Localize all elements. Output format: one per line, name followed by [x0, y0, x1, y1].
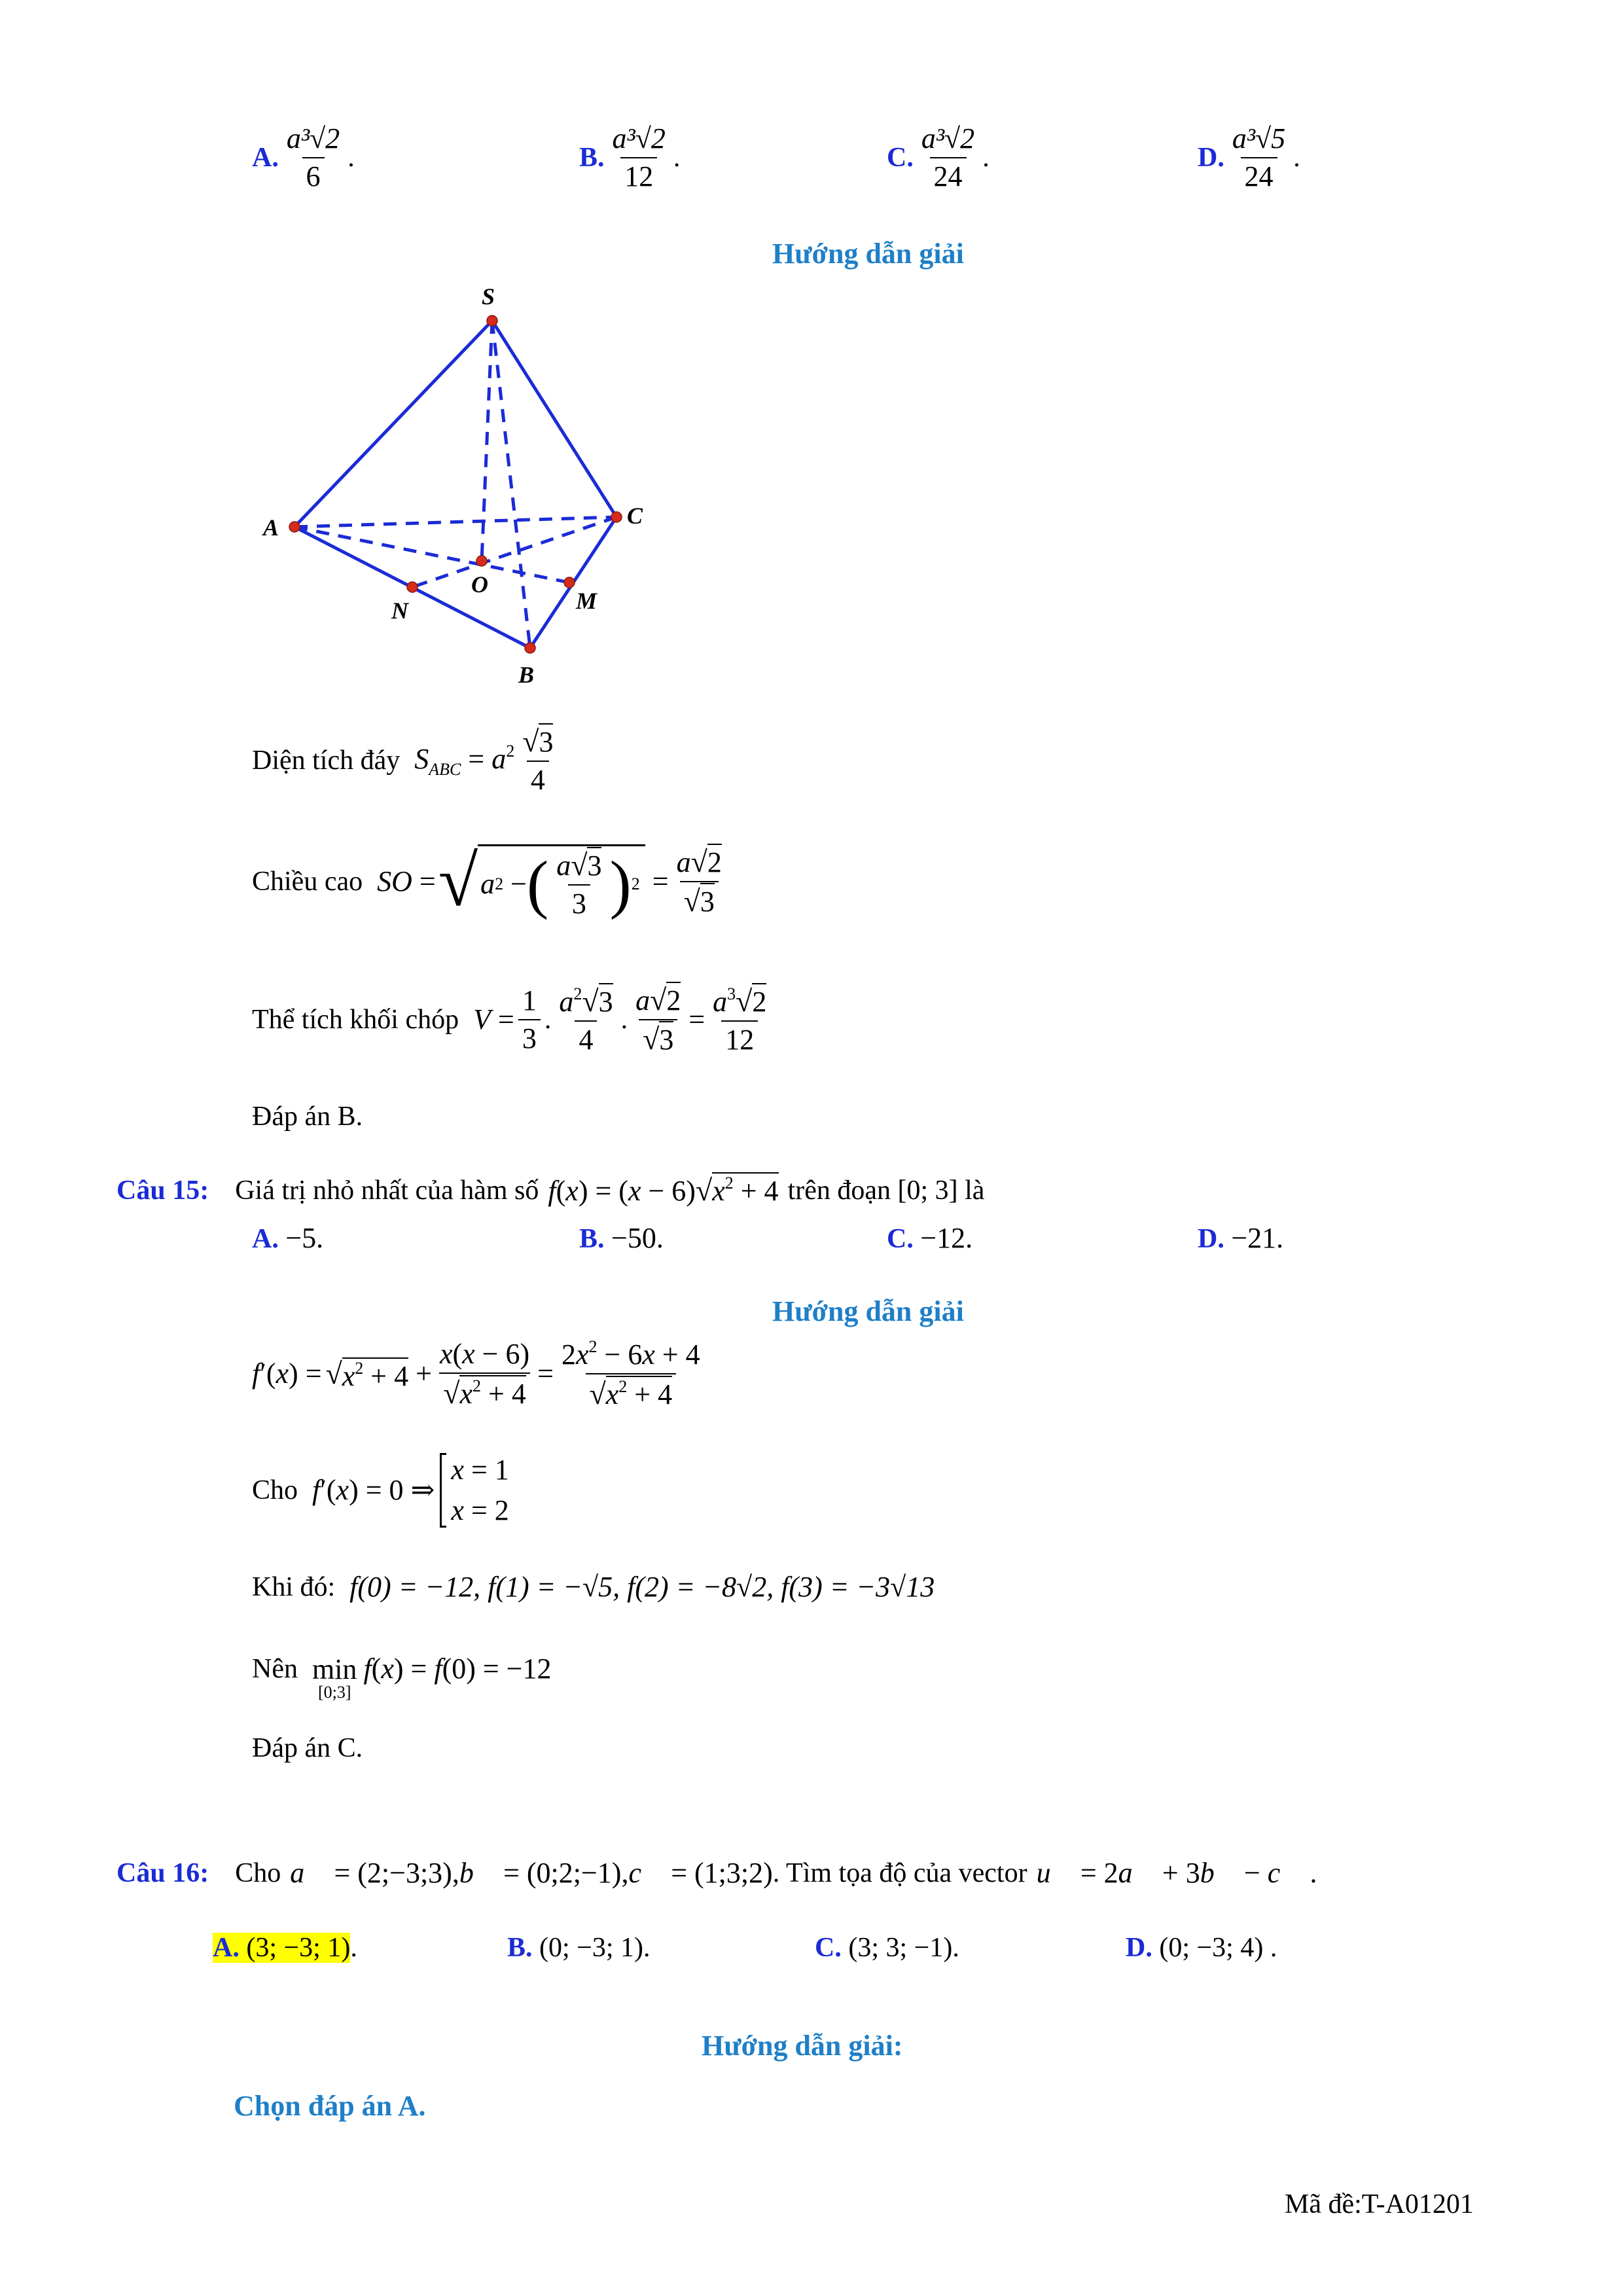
option-letter: A. — [213, 1933, 240, 1963]
option-value: −50. — [611, 1222, 664, 1254]
label-s: S — [482, 283, 495, 310]
option-numerator: a³√5 — [1232, 122, 1286, 154]
q15-option-d — [1198, 1224, 1283, 1253]
q15-derivative: f ′( x ) = √ $x^2 + 4$ + $\frac{x(x - 6)}{√x^2 + 4}$ = $\frac{2x^2 - 6x + 4}{√x^2 + 4}$ — [252, 1337, 700, 1410]
option-letter: D. — [1198, 1224, 1224, 1254]
q15-option-c — [887, 1224, 972, 1253]
option-letter: B. — [579, 1224, 605, 1254]
q16-question: Câu 16: Cho a⃗ = (2;−3;3),b⃗ = (0;2;−1),c⃗ = (1;3;2) . Tìm tọa độ của vector u⃗ = 2a⃗ + 3b⃗ − c⃗ . — [116, 1857, 1317, 1889]
option-letter: B. — [579, 143, 605, 173]
edge-ac — [294, 517, 616, 527]
edge-sa — [294, 321, 492, 527]
q14-guide-heading: Hướng dẫn giải — [772, 238, 964, 270]
volume-label: Thể tích khối chóp — [252, 1005, 459, 1035]
option-value: −21. — [1231, 1222, 1284, 1254]
option-letter: B. — [507, 1933, 533, 1963]
option-suffix: . — [350, 1933, 357, 1963]
q15-guide-heading: Hướng dẫn giải — [772, 1295, 964, 1327]
option-value: −5. — [285, 1222, 324, 1254]
option-numerator: a³√2 — [921, 122, 975, 154]
q15-question-pre: Giá trị nhỏ nhất của hàm số — [235, 1175, 539, 1206]
q16-option-b — [507, 1934, 651, 1962]
point-a — [289, 522, 300, 532]
q14-option-a: A. $\frac{\text{a³√2}}{6}$ . — [252, 122, 355, 192]
option-value: (0; −3; 4) . — [1159, 1933, 1277, 1963]
option-denominator: 24 — [1241, 157, 1277, 191]
option-letter: C. — [815, 1933, 842, 1963]
q15-question: Câu 15: Giá trị nhỏ nhất của hàm số $f(x) = (x - 6)√x^2 + 4$ trên đoạn [0; 3] là — [116, 1174, 985, 1207]
q15-minimum: Nên min [0;3] f(x) = f(0) = −12 — [252, 1653, 552, 1702]
q15-answer: Đáp án C. — [252, 1733, 363, 1763]
height-label: Chiều cao — [252, 866, 363, 897]
q16-tim: . Tìm tọa độ của vector — [772, 1858, 1027, 1888]
label-c: C — [627, 503, 643, 529]
q15-option-b — [579, 1224, 664, 1253]
option-letter: D. — [1126, 1933, 1152, 1963]
q16-option-c — [815, 1934, 959, 1962]
height-line: Chiều cao SO = √ a 2 − ( $\frac{a√3}{3}$ ) 2 = $\frac{a√2}{√3}$ — [252, 841, 722, 921]
q15-label: Câu 15: — [116, 1175, 209, 1206]
q16-cho: Cho — [235, 1858, 281, 1888]
option-value: −12. — [920, 1222, 973, 1254]
volume-line: Thể tích khối chóp V = $\frac{1}{3}$ . $\frac{a^2√3}{4}$ . $\frac{a√2}{√3}$ = $\frac{a^3√2}{12}$ — [252, 983, 767, 1056]
option-value: (3; −3; 1) — [246, 1933, 351, 1963]
point-m — [564, 577, 575, 588]
q14-answer: Đáp án B. — [252, 1102, 363, 1132]
option-letter: A. — [252, 143, 279, 173]
q16-answer: Chọn đáp án A. — [234, 2090, 426, 2122]
option-denominator: 12 — [620, 157, 657, 191]
q15-values — [252, 1573, 935, 1602]
q16-option-a — [213, 1934, 357, 1962]
q14-option-c: C. $\frac{\text{a³√2}}{24}$ . — [887, 122, 990, 192]
q15-question-post: trên đoạn [0; 3] là — [787, 1175, 985, 1206]
exam-code-footer: Mã đề:T-A01201 — [1285, 2189, 1474, 2219]
option-denominator: 6 — [302, 157, 325, 191]
q16-guide-heading: Hướng dẫn giải: — [702, 2030, 903, 2062]
label-n: N — [391, 598, 408, 624]
q16-option-d — [1126, 1934, 1277, 1962]
q14-option-b: B. $\frac{\text{a³√2}}{12}$ . — [579, 122, 681, 192]
option-letter: D. — [1198, 143, 1224, 173]
option-numerator: a³√2 — [286, 122, 340, 154]
base-area-line: Diện tích đáy $S_{ABC} = a^2$ $\frac{√3}{4}$ — [252, 725, 554, 796]
label-m: M — [576, 588, 597, 614]
median-am — [294, 527, 569, 583]
khi-do-values: f(0) = −12, f(1) = −√5, f(2) = −8√2, f(3) = −3√13 — [349, 1571, 935, 1603]
q16-label: Câu 16: — [116, 1858, 209, 1888]
point-o — [476, 556, 487, 566]
point-b — [525, 643, 535, 653]
point-n — [407, 582, 418, 592]
label-b: B — [518, 662, 535, 688]
q15-option-a — [252, 1224, 323, 1253]
khi-do-label: Khi đó: — [252, 1572, 336, 1602]
cho-label: Cho — [252, 1475, 298, 1505]
q14-option-d: D. $\frac{\text{a³√5}}{24}$ . — [1198, 122, 1300, 192]
pyramid-figure — [249, 275, 668, 694]
option-letter: A. — [252, 1224, 279, 1254]
point-s — [487, 315, 497, 326]
label-a: A — [263, 514, 279, 541]
q15-critical-points: Cho f′(x) = 0 ⇒ x = 1 x = 2 — [252, 1454, 509, 1526]
median-cn — [412, 517, 616, 587]
nen-label: Nên — [252, 1654, 298, 1684]
option-value: (3; 3; −1). — [848, 1933, 959, 1963]
label-o: O — [471, 571, 488, 598]
option-value: (0; −3; 1). — [539, 1933, 651, 1963]
option-letter: C. — [887, 1224, 914, 1254]
option-letter: C. — [887, 143, 914, 173]
edge-so — [482, 321, 492, 561]
option-denominator: 24 — [930, 157, 967, 191]
point-c — [611, 512, 622, 522]
base-area-label: Diện tích đáy — [252, 745, 401, 776]
option-numerator: a³√2 — [612, 122, 666, 154]
